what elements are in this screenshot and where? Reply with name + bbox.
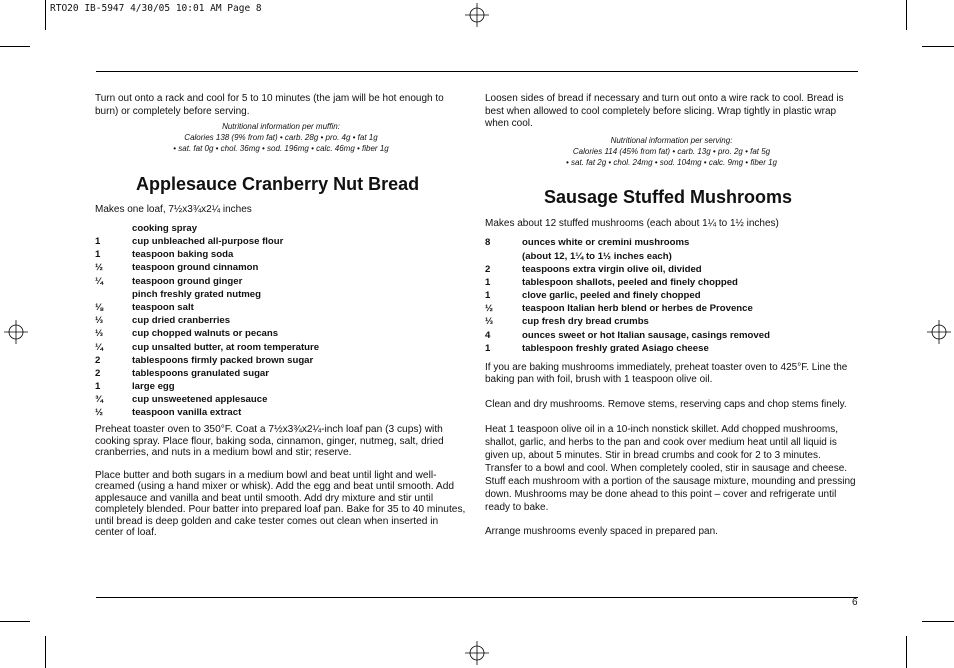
ingredient-row: [95, 394, 467, 407]
ingredient-item: teaspoon Italian herb blend or herbes de Provence: [522, 303, 753, 315]
ingredient-row: [485, 250, 858, 263]
ingredient-qty: ¾: [95, 394, 104, 406]
crop-mark: [45, 636, 46, 668]
nutrition-line: • sat. fat 0g • chol. 36mg • sod. 196mg • calc. 46mg • fiber 1g: [173, 144, 389, 153]
page-number: 6: [852, 597, 858, 608]
ingredient-item: teaspoon ground cinnamon: [132, 262, 259, 274]
ingredient-qty: 1: [95, 236, 101, 248]
recipe-yield: Makes about 12 stuffed mushrooms (each about 1¼ to 1½ inches): [485, 217, 779, 229]
ingredient-qty: 2: [95, 367, 101, 379]
ingredient-item: cup dried cranberries: [132, 315, 231, 327]
ingredient-item: ounces sweet or hot Italian sausage, casings removed: [522, 329, 770, 341]
nutrition-line: • sat. fat 2g • chol. 24mg • sod. 104mg • calc. 9mg • fiber 1g: [566, 157, 777, 167]
ingredient-item: cup chopped walnuts or pecans: [132, 328, 279, 340]
ingredient-item: cup unsalted butter, at room temperature: [132, 341, 320, 353]
crop-mark: [922, 46, 954, 47]
ingredient-item: ounces white or cremini mushrooms: [522, 237, 690, 249]
ingredient-row: [95, 354, 467, 367]
method-step: Place butter and both sugars in a medium bowl and beat until light and well-creamed (using a hand mixer or whisk). Add the egg and beat until smooth. Add applesauce and vanilla and beat until smooth. Add dry mixture and stir until completely blended. Pour batter into prepared loaf pan. Bake for 35 to 40 minutes, until bread is deep golden and cake tester comes out clean when inserted in center of loaf.: [95, 469, 466, 539]
nutrition-line: Calories 114 (45% from fat) • carb. 13g • pro. 2g • fat 5g: [572, 146, 771, 156]
ingredient-qty: ¼: [95, 341, 104, 353]
ingredient-qty: ⅓: [95, 315, 104, 327]
ingredient-qty: ⅓: [485, 316, 494, 328]
ingredient-row: [95, 368, 467, 381]
ingredient-item: tablespoon shallots, peeled and finely chopped: [522, 276, 738, 288]
ingredient-item: clove garlic, peeled and finely chopped: [522, 290, 701, 302]
ingredient-qty: 8: [485, 237, 491, 249]
ingredient-row: [485, 277, 858, 290]
bottom-rule: [96, 597, 858, 598]
ingredient-item: cup unbleached all-purpose flour: [132, 236, 284, 248]
method-step: Preheat toaster oven to 350°F. Coat a 7½x3¾x2¼-inch loaf pan (3 cups) with cooking spray. Place flour, baking soda, cinnamon, ginger, nutmeg, salt, dried cranberries, and nuts in a medium bowl and stir; reserve.: [95, 424, 444, 459]
ingredient-item: tablespoons granulated sugar: [132, 367, 270, 379]
ingredient-qty: 4: [485, 329, 491, 341]
ingredient-row: [95, 315, 467, 328]
printer-slug: RTO20 IB-5947 4/30/05 10:01 AM Page 8: [50, 3, 262, 14]
ingredient-qty: ½: [95, 262, 104, 274]
ingredient-item: teaspoons extra virgin olive oil, divided: [522, 263, 702, 275]
left-column: [95, 93, 467, 539]
nutrition-info: [95, 121, 467, 154]
nutrition-line: Calories 138 (9% from fat) • carb. 28g • pro. 4g • fat 1g: [184, 133, 378, 142]
crop-mark: [906, 0, 907, 30]
ingredient-qty: 1: [485, 290, 491, 302]
ingredient-row: [485, 303, 858, 316]
ingredient-row: [95, 275, 467, 288]
intro-text: Loosen sides of bread if necessary and turn out onto a wire rack to cool. Bread is best when allowed to cool completely before slicing. Wrap tightly in plastic wrap when cool.: [485, 93, 844, 129]
ingredient-row: [95, 223, 467, 236]
ingredient-row: [485, 237, 858, 250]
ingredient-qty: ⅓: [95, 328, 104, 340]
ingredient-list: [485, 237, 858, 356]
crop-mark: [45, 0, 46, 30]
ingredient-row: [485, 263, 858, 276]
method-step: If you are baking mushrooms immediately, preheat toaster oven to 425°F. Line the baking pan with foil, brush with 1 teaspoon olive oil.: [485, 361, 848, 386]
ingredient-item: cooking spray: [132, 222, 198, 234]
ingredient-row: [95, 236, 467, 249]
ingredient-row: [95, 407, 467, 420]
method-step: Arrange mushrooms evenly spaced in prepared pan.: [485, 526, 718, 538]
ingredient-row: [95, 288, 467, 301]
nutrition-info: [485, 135, 858, 168]
crop-mark: [0, 46, 30, 47]
ingredient-qty: 1: [95, 249, 101, 261]
ingredient-item: teaspoon salt: [132, 301, 194, 313]
ingredient-list: [95, 223, 467, 421]
method-step: Clean and dry mushrooms. Remove stems, reserving caps and chop stems finely.: [485, 398, 847, 410]
ingredient-item: tablespoons firmly packed brown sugar: [132, 354, 314, 366]
crop-mark: [906, 636, 907, 668]
registration-mark-icon: [465, 3, 489, 27]
recipe-title: Sausage Stuffed Mushrooms: [544, 186, 793, 207]
method-step: Heat 1 teaspoon olive oil in a 10-inch nonstick skillet. Add chopped mushrooms, shallot, garlic, and herbs to the pan and cook over medium heat until all liquid is given up, about 5 minutes. Stir in bread crumbs and cook for 2 to 3 minutes. Transfer to a bowl and cool. When completely cooled, stir in sausage and cheese. Stuff each mushroom with a portion of the sausage mixture, mounding and pressing down. Mushrooms may be done ahead to this point – cover and refrigerate until ready to bake.: [485, 424, 856, 514]
registration-mark-icon: [4, 320, 28, 344]
ingredient-item: teaspoon vanilla extract: [132, 407, 242, 419]
ingredient-qty: 2: [95, 354, 101, 366]
ingredient-qty: 1: [485, 342, 491, 354]
crop-mark: [0, 621, 30, 622]
ingredient-qty: 1: [485, 276, 491, 288]
nutrition-heading: Nutritional information per muffin:: [222, 122, 340, 131]
ingredient-row: [485, 290, 858, 303]
ingredient-item: cup fresh dry bread crumbs: [522, 316, 649, 328]
crop-mark: [922, 621, 954, 622]
top-rule: [96, 71, 858, 72]
ingredient-row: [95, 328, 467, 341]
nutrition-heading: Nutritional information per serving:: [610, 135, 733, 145]
ingredient-row: [95, 381, 467, 394]
ingredient-row: [95, 341, 467, 354]
intro-text: Turn out onto a rack and cool for 5 to 10 minutes (the jam will be hot enough to burn) or completely before serving.: [95, 93, 444, 117]
recipe-yield: Makes one loaf, 7½x3¾x2¼ inches: [95, 204, 252, 215]
ingredient-item: (about 12, 1¼ to 1½ inches each): [522, 250, 672, 262]
registration-mark-icon: [465, 641, 489, 665]
recipe-title: Applesauce Cranberry Nut Bread: [136, 174, 420, 194]
ingredient-row: [95, 249, 467, 262]
ingredient-qty: 1: [95, 381, 101, 393]
ingredient-item: tablespoon freshly grated Asiago cheese: [522, 342, 709, 354]
ingredient-qty: ⅛: [95, 301, 104, 313]
ingredient-item: large egg: [132, 381, 175, 393]
ingredient-qty: ½: [95, 407, 104, 419]
ingredient-row: [485, 343, 858, 356]
registration-mark-icon: [927, 320, 951, 344]
ingredient-qty: ½: [485, 303, 494, 315]
ingredient-row: [485, 329, 858, 342]
ingredient-item: cup unsweetened applesauce: [132, 394, 268, 406]
ingredient-qty: 2: [485, 263, 491, 275]
ingredient-qty: ¼: [95, 275, 104, 287]
ingredient-item: pinch freshly grated nutmeg: [132, 288, 262, 300]
right-column: [485, 93, 858, 539]
ingredient-item: teaspoon ground ginger: [132, 275, 243, 287]
ingredient-row: [95, 302, 467, 315]
ingredient-row: [485, 316, 858, 329]
ingredient-row: [95, 262, 467, 275]
ingredient-item: teaspoon baking soda: [132, 249, 234, 261]
